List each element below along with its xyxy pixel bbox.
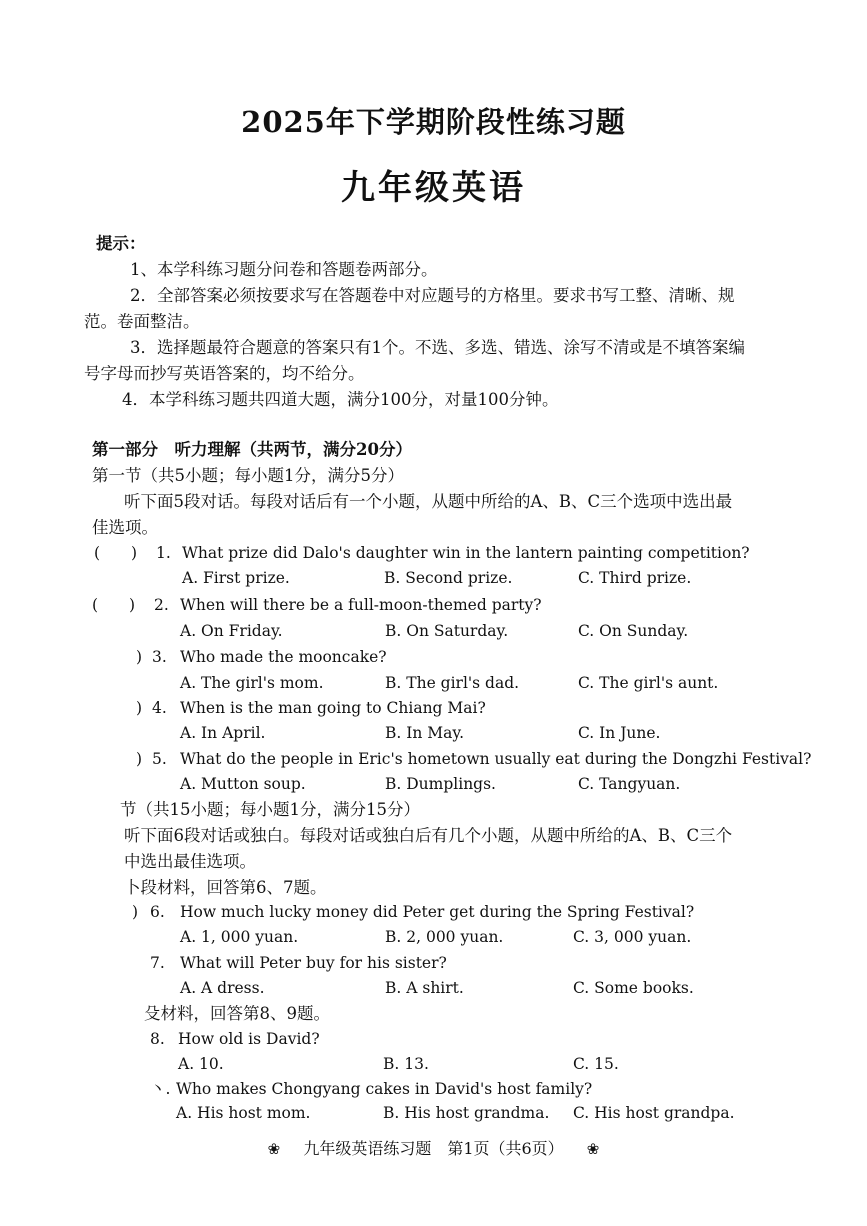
footer-text: 九年级英语练习题 第1页（共6页） bbox=[303, 1139, 564, 1158]
flower-ornament-icon: ❀ bbox=[586, 1140, 600, 1158]
answer-bracket: ( ) bbox=[94, 544, 138, 562]
option-b: B. The girl's dad. bbox=[385, 674, 520, 692]
section2-instruction: 听下面6段对话或独白。每段对话或独白后有几个小题，从题中所给的A、B、C三个 bbox=[124, 826, 733, 845]
question-number: 8. bbox=[150, 1030, 165, 1048]
question-number: 丶. bbox=[150, 1080, 171, 1098]
option-c: C. 3, 000 yuan. bbox=[573, 928, 692, 946]
option-a: A. 1, 000 yuan. bbox=[180, 928, 299, 946]
tip-item: 1、本学科练习题分问卷和答题卷两部分。 bbox=[130, 260, 438, 279]
part1-heading: 第一部分 听力理解（共两节，满分20分） bbox=[92, 440, 412, 459]
question-number: 7. bbox=[150, 954, 165, 972]
option-c: C. Some books. bbox=[573, 979, 694, 997]
question-text: When will there be a full-moon-themed party? bbox=[180, 596, 542, 614]
answer-bracket: ) bbox=[136, 699, 143, 717]
option-c: C. His host grandpa. bbox=[573, 1104, 735, 1122]
question-text: How much lucky money did Peter get during the Spring Festival? bbox=[180, 903, 695, 921]
answer-bracket: ( ) bbox=[92, 596, 136, 614]
question-number: 2. bbox=[154, 596, 169, 614]
tip-item: 3．选择题最符合题意的答案只有1个。不选、多选、错选、涂写不清或是不填答案编 bbox=[130, 338, 745, 357]
option-a: A. In April. bbox=[180, 724, 266, 742]
tip-item: 号字母而抄写英语答案的，均不给分。 bbox=[84, 364, 365, 383]
question-text: How old is David? bbox=[178, 1030, 320, 1048]
tip-item: 4．本学科练习题共四道大题，满分100分，对量100分钟。 bbox=[122, 390, 559, 409]
option-a: A. His host mom. bbox=[176, 1104, 311, 1122]
answer-bracket: ) bbox=[136, 648, 143, 666]
question-number: 5. bbox=[152, 750, 167, 768]
question-text: What will Peter buy for his sister? bbox=[180, 954, 447, 972]
question-text: What prize did Dalo's daughter win in the lantern painting competition? bbox=[182, 544, 750, 562]
answer-bracket: ) bbox=[136, 750, 143, 768]
page-subtitle: 九年级英语 bbox=[341, 168, 526, 208]
option-c: C. Third prize. bbox=[578, 569, 692, 587]
flower-ornament-icon: ❀ bbox=[267, 1140, 281, 1158]
tip-item: 范。卷面整洁。 bbox=[84, 312, 200, 331]
tips-label: 提示： bbox=[96, 234, 146, 253]
question-text: Who made the mooncake? bbox=[180, 648, 387, 666]
option-b: B. 13. bbox=[383, 1055, 429, 1073]
section1-heading: 第一节（共5小题；每小题1分，满分5分） bbox=[92, 466, 404, 485]
question-number: 4. bbox=[152, 699, 167, 717]
option-b: B. In May. bbox=[385, 724, 465, 742]
option-c: C. The girl's aunt. bbox=[578, 674, 719, 692]
question-number: 6. bbox=[150, 903, 165, 921]
question-number: 3. bbox=[152, 648, 167, 666]
option-c: C. 15. bbox=[573, 1055, 619, 1073]
section1-instruction: 听下面5段对话。每段对话后有一个小题，从题中所给的A、B、C三个选项中选出最 bbox=[124, 492, 733, 511]
option-c: C. Tangyuan. bbox=[578, 775, 681, 793]
question-number: 1. bbox=[156, 544, 171, 562]
question-text: What do the people in Eric's hometown usually eat during the Dongzhi Festival? bbox=[180, 750, 812, 768]
option-a: A. Mutton soup. bbox=[180, 775, 306, 793]
option-b: B. Second prize. bbox=[384, 569, 513, 587]
option-b: B. On Saturday. bbox=[385, 622, 509, 640]
option-b: B. 2, 000 yuan. bbox=[385, 928, 504, 946]
answer-bracket: ) bbox=[132, 903, 139, 921]
group-label: 卜段材料，回答第6、7题。 bbox=[124, 878, 327, 897]
group-label: 殳材料，回答第8、9题。 bbox=[144, 1004, 330, 1023]
option-b: B. A shirt. bbox=[385, 979, 464, 997]
option-c: C. In June. bbox=[578, 724, 661, 742]
question-text: Who makes Chongyang cakes in David's host family? bbox=[176, 1080, 593, 1098]
section1-instruction: 佳选项。 bbox=[92, 518, 158, 537]
option-a: A. On Friday. bbox=[180, 622, 283, 640]
option-c: C. On Sunday. bbox=[578, 622, 689, 640]
page-footer bbox=[0, 1136, 867, 1159]
option-a: A. First prize. bbox=[182, 569, 290, 587]
option-b: B. His host grandma. bbox=[383, 1104, 550, 1122]
tip-item: 2．全部答案必须按要求写在答题卷中对应题号的方格里。要求书写工整、清晰、规 bbox=[130, 286, 735, 305]
section2-instruction: 中选出最佳选项。 bbox=[124, 852, 256, 871]
question-text: When is the man going to Chiang Mai? bbox=[180, 699, 486, 717]
option-b: B. Dumplings. bbox=[385, 775, 496, 793]
page-title: 2025年下学期阶段性练习题 bbox=[241, 105, 626, 139]
option-a: A. The girl's mom. bbox=[180, 674, 324, 692]
option-a: A. A dress. bbox=[180, 979, 265, 997]
section2-heading: 节（共15小题；每小题1分，满分15分） bbox=[120, 800, 420, 819]
option-a: A. 10. bbox=[178, 1055, 224, 1073]
